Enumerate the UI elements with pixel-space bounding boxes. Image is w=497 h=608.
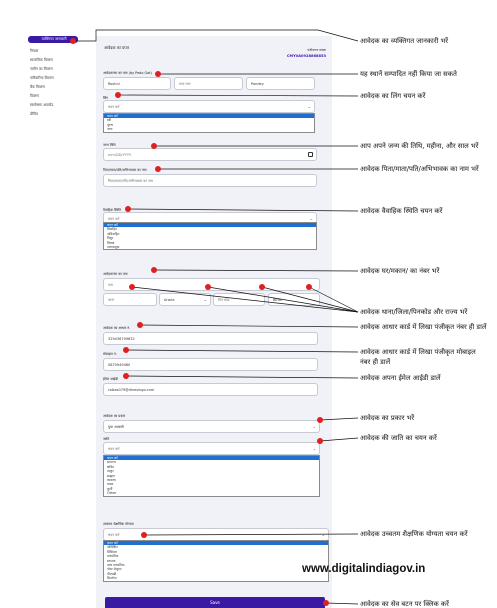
- form-title: आवेदक का प्रपत्र: [104, 45, 129, 50]
- marital-option[interactable]: विधुर: [107, 236, 114, 241]
- applicant-type-value: युवा आवासी: [108, 425, 124, 429]
- annotation-dot: [123, 347, 129, 353]
- marital-select-value: चयन करें: [108, 217, 120, 221]
- annotation-text: नंबर ही डालें: [360, 358, 391, 366]
- thana-input[interactable]: थाना: [103, 293, 157, 306]
- district-select-value: Araria: [164, 298, 175, 302]
- caste-option[interactable]: कायस्थ: [107, 477, 116, 482]
- education-option[interactable]: पीएचडी: [107, 571, 117, 576]
- education-option[interactable]: डिप्लोमा: [107, 576, 117, 581]
- address-label: आवेदकगण का पता: [103, 272, 128, 276]
- annotation-dot: [115, 92, 121, 98]
- caste-option[interactable]: क्षत्रिय: [107, 464, 114, 469]
- sidebar-item-preview[interactable]: प्रीविव: [30, 112, 38, 116]
- email-label: ईमेल आईडी: [103, 377, 118, 381]
- dob-input-value: mm/DD/YYYY: [108, 153, 132, 157]
- connector-line: [140, 325, 358, 327]
- aadhar-label: आवेदक का आधार नं.: [103, 326, 131, 330]
- marital-option[interactable]: चयन करें: [104, 223, 316, 227]
- dob-label: जन्म तिथि: [103, 143, 116, 147]
- sidebar-item-personal[interactable]: व्यक्तिगत जानकारी: [28, 36, 78, 43]
- watermark: www.digitalindiagov.in: [302, 563, 426, 575]
- name-label: आवेदकगण का नाम (by Pedo Gat): [103, 71, 152, 75]
- caste-option[interactable]: चयन करें: [104, 456, 319, 460]
- annotation-dot: [317, 438, 323, 444]
- save-button[interactable]: Save: [105, 597, 325, 608]
- last-name-input[interactable]: Pandey: [246, 77, 315, 90]
- marital-label: वैवाहिक स्थिति: [103, 208, 122, 212]
- annotation-text: आवेदक उच्चतम शैक्षणिक योग्यता चयन करें: [360, 530, 468, 538]
- annotation-dot: [259, 284, 265, 290]
- annotation-text: आवेदक वैवाहिक स्थिति चयन करें: [360, 207, 443, 215]
- gender-label: लिंग: [103, 96, 109, 100]
- annotation-dot: [129, 284, 135, 290]
- connector-line: [126, 376, 358, 378]
- annotation-text: आवेदक अपना ईमेल आईडी डालें: [360, 374, 441, 382]
- chevron-down-icon: ⌄: [203, 297, 207, 302]
- education-select-value: चयन करें: [108, 533, 120, 537]
- connector-line: [118, 95, 358, 96]
- education-option[interactable]: उच्च माध्यमिक: [107, 562, 125, 567]
- connector-line: [208, 287, 358, 312]
- sidebar-item-social[interactable]: सामाजिक विवरण: [30, 58, 53, 62]
- sidebar-item-bank[interactable]: बैंक विवरण: [30, 85, 45, 89]
- caste-option[interactable]: Other: [107, 491, 117, 496]
- connector-line: [262, 287, 358, 312]
- registration-label: पंजीकरण संख्या: [307, 48, 326, 52]
- connector-line: [128, 209, 358, 211]
- gender-option[interactable]: पुरुष: [107, 122, 113, 127]
- annotation-dot: [155, 71, 161, 77]
- annotation-dot: [155, 166, 161, 172]
- applicant-type-label: आवेदक का प्रकार: [103, 414, 126, 418]
- chevron-down-icon: ⌄: [309, 216, 313, 221]
- connector-line: [126, 350, 358, 352]
- annotation-text: यह स्थानें सम्पादित नहीं किया जा सकते: [360, 70, 457, 78]
- connector-line: [326, 603, 358, 604]
- aadhar-input[interactable]: 329436709632: [103, 332, 318, 345]
- connector-line: [154, 270, 358, 271]
- annotation-text: आवेदक थाना/जिला/पिनकोड और राज्य भरें: [360, 308, 468, 316]
- annotation-dot: [323, 600, 329, 606]
- parent-name-input[interactable]: पिता/माता/पति/अभिभावक का नाम: [103, 174, 317, 187]
- caste-option[interactable]: सामान्य: [107, 460, 116, 465]
- parent-label: पिता/माता/पति/अभिभावक का नाम: [103, 168, 147, 172]
- connector-line: [132, 287, 358, 312]
- annotation-text: आवेदक घर/मकान/ का नंबर भरें: [360, 267, 440, 275]
- sidebar-item-details[interactable]: विवरण: [30, 94, 39, 98]
- annotation-dot: [317, 417, 323, 423]
- registration-number: CMYVA0928868853: [286, 54, 326, 58]
- chevron-down-icon: ⌄: [321, 532, 325, 537]
- caste-select-value: चयन करें: [108, 447, 120, 451]
- annotation-text: आवेदक की जाति का चयन करें: [360, 434, 437, 442]
- mobile-label: मोबाइल नं.: [103, 352, 117, 356]
- gender-option[interactable]: अन्य: [107, 127, 113, 132]
- annotation-text: आवेदक पिता/माता/पति/अभिभावक का नाम भरें: [360, 165, 479, 173]
- connector-line: [75, 30, 358, 41]
- marital-option[interactable]: तलाकशुदा: [107, 244, 120, 249]
- annotation-text: आप अपने जन्म की तिथि, महीना, और साल भरें: [360, 142, 479, 150]
- annotation-dot: [151, 143, 157, 149]
- gender-select-value: चयन करें: [108, 105, 120, 109]
- gender-option[interactable]: स्त्री: [107, 118, 111, 123]
- marital-option[interactable]: विवाहित: [107, 227, 117, 232]
- chevron-down-icon: ⌄: [307, 104, 311, 109]
- annotation-dot: [70, 38, 76, 44]
- annotation-text: आवेदक आधार कार्ड में लिखा पंजीकृत नंबर ही डालें: [360, 323, 487, 331]
- middle-name-input[interactable]: मध्य नाम: [174, 77, 243, 90]
- caste-label: जाति: [103, 437, 110, 441]
- annotation-text: आवेदक का लिंग चयन करें: [360, 92, 426, 100]
- education-label: उच्चतम शैक्षणिक योग्यता: [103, 522, 134, 526]
- caste-option[interactable]: यादव: [107, 482, 114, 487]
- chevron-down-icon: ⌄: [312, 424, 316, 429]
- caste-option[interactable]: कुर्मी: [107, 486, 113, 491]
- education-option[interactable]: माध्यमिक: [107, 554, 119, 559]
- education-option[interactable]: अशिक्षित: [107, 545, 118, 550]
- chevron-down-icon: ⌄: [312, 446, 316, 451]
- caste-option[interactable]: ब्राह्मण: [107, 473, 115, 478]
- education-option[interactable]: स्नातक: [107, 558, 116, 563]
- state-select-value: Bihar: [273, 298, 283, 302]
- annotation-dot: [141, 532, 147, 538]
- annotation-text: आवेदक का व्यक्तिगत जानकारी भरें: [360, 37, 449, 45]
- annotation-text: आवेदक आधार कार्ड में लिखा पंजीकृत मोबाइल: [360, 348, 476, 356]
- annotation-dot: [123, 373, 129, 379]
- sidebar-item-upload[interactable]: स्वघोषणा अपलोड: [30, 103, 54, 107]
- marital-option[interactable]: अविवाहित: [107, 231, 120, 236]
- caste-option[interactable]: ठाकुर: [107, 469, 114, 474]
- annotation-dot: [306, 284, 312, 290]
- annotation-dot: [125, 206, 131, 212]
- annotation-dot: [205, 284, 211, 290]
- house-input[interactable]: पता: [103, 278, 320, 291]
- annotation-text: आवेदक का प्रकार भरें: [360, 414, 415, 422]
- education-option[interactable]: चयन करें: [104, 541, 328, 545]
- education-option[interactable]: पोस्ट ग्रेजुएट: [107, 567, 122, 572]
- email-input[interactable]: raikas079@dinesingo.com: [103, 383, 318, 396]
- marital-option[interactable]: विधवा: [107, 240, 115, 245]
- annotation-dot: [151, 267, 157, 273]
- connector-line: [144, 534, 358, 535]
- sidebar-item-land[interactable]: जमीन का विवरण: [30, 67, 53, 71]
- annotation-dot: [137, 322, 143, 328]
- sidebar-item-family[interactable]: पारिवारिक विवरण: [30, 76, 54, 80]
- education-option[interactable]: प्रिंसिपल: [107, 549, 117, 554]
- chevron-down-icon: ⌄: [312, 297, 316, 302]
- pincode-input[interactable]: पिन कोड: [213, 293, 265, 306]
- annotation-text: आवेदक का सेव बटन पर क्लिक करें: [360, 600, 449, 608]
- connector-line: [320, 418, 358, 420]
- sidebar-item-residence[interactable]: निवास: [30, 49, 39, 53]
- gender-option[interactable]: चयन करें: [104, 114, 314, 118]
- first-name-input[interactable]: Roshni: [103, 77, 171, 90]
- connector-line: [320, 438, 358, 441]
- mobile-input[interactable]: 0870949460: [103, 358, 318, 371]
